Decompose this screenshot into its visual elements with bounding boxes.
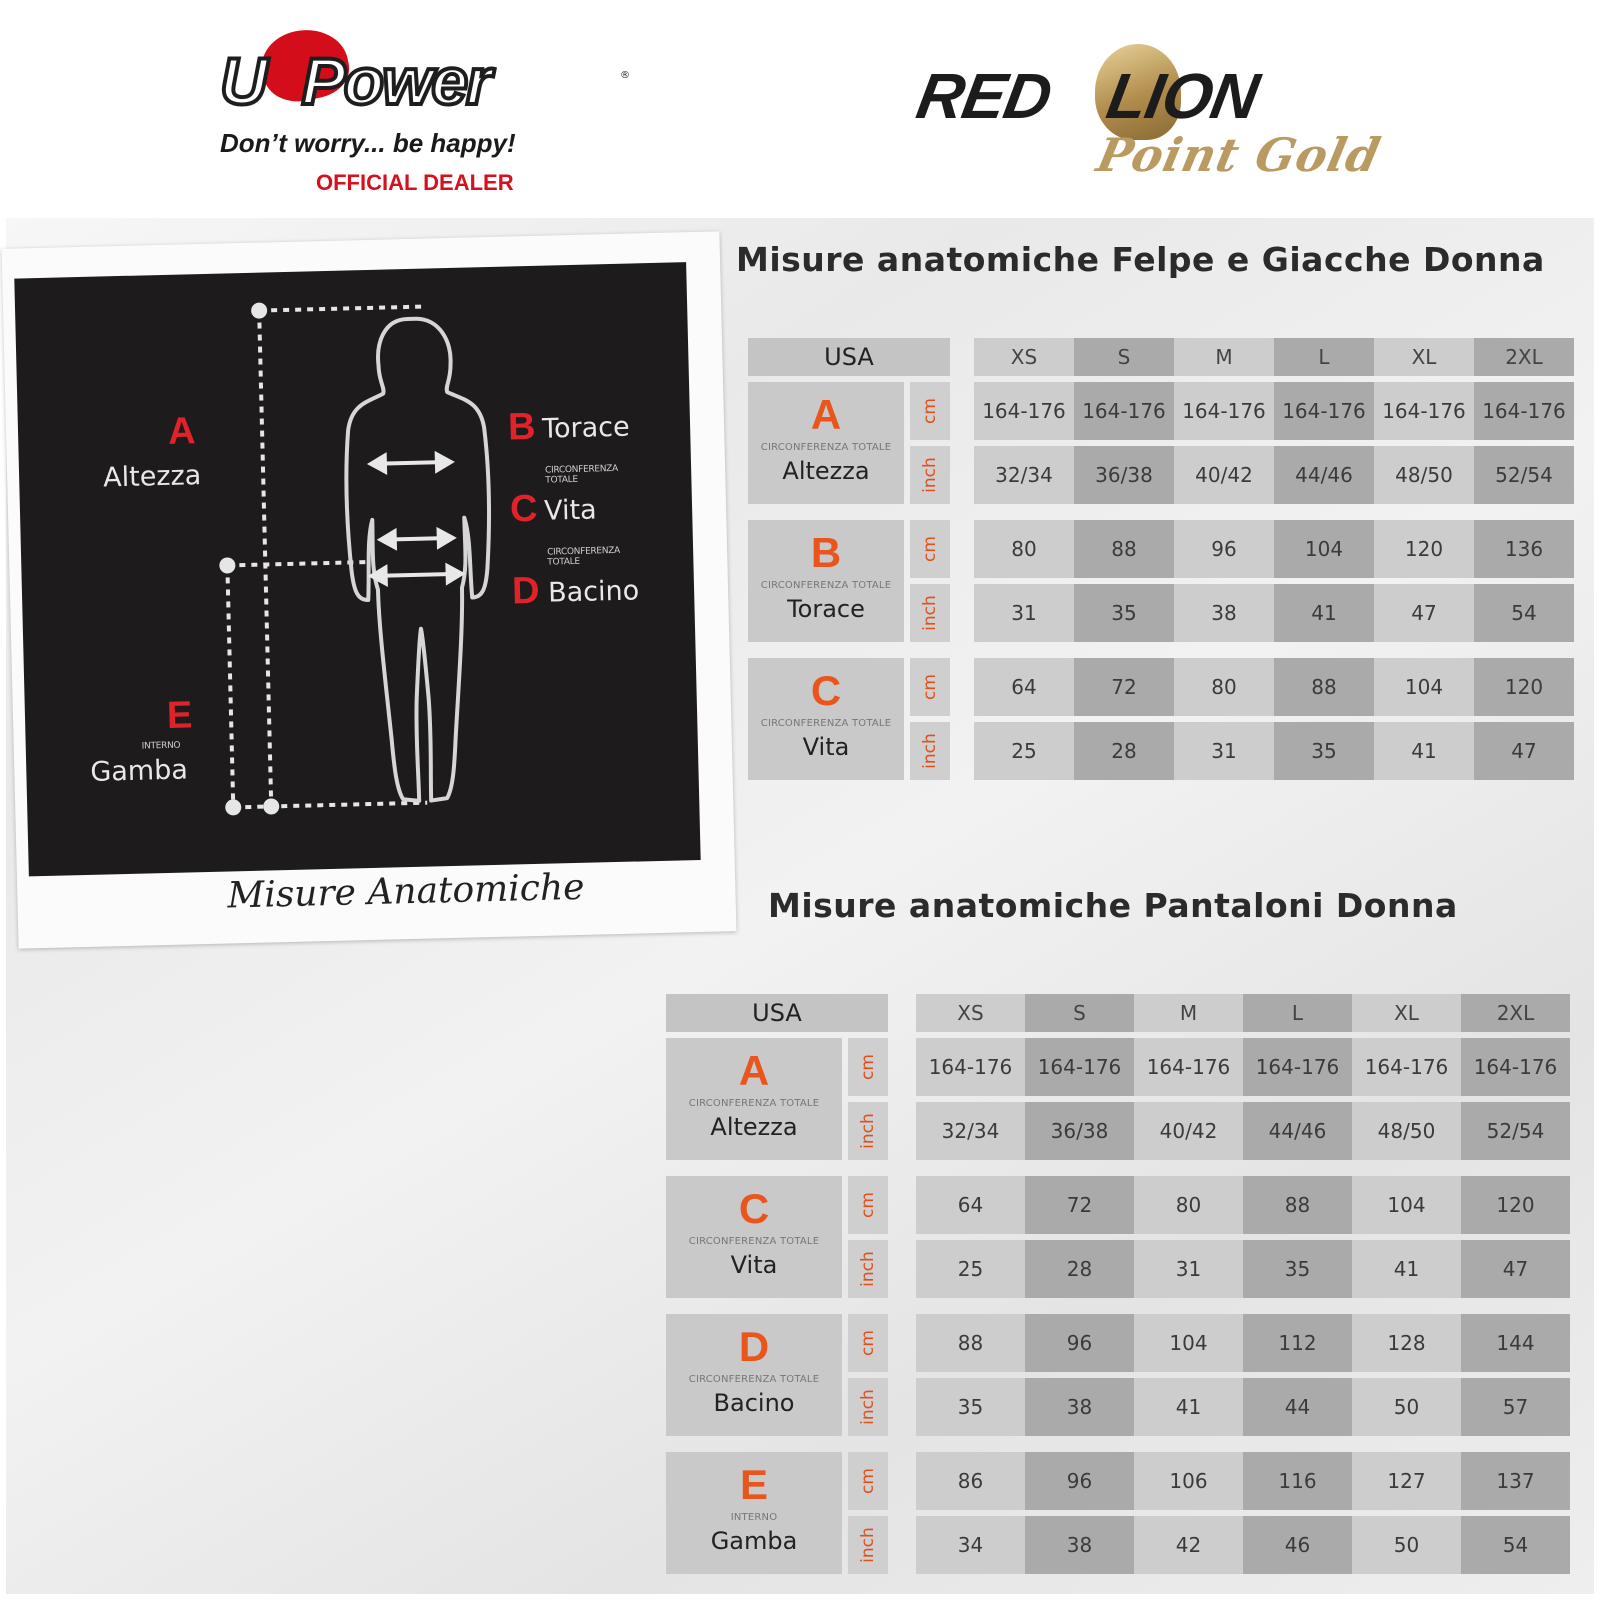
- unit-text: cm: [919, 398, 940, 424]
- table-cell: 164-176: [1374, 382, 1474, 440]
- diagram-background: [14, 262, 700, 876]
- size-header: XL: [1374, 338, 1474, 376]
- table-cell: 44: [1243, 1378, 1352, 1436]
- size-header: L: [1274, 338, 1374, 376]
- unit-label: [848, 1176, 888, 1234]
- table-cell: 137: [1461, 1452, 1570, 1510]
- table1-title: Misure anatomiche Felpe e Giacche Donna: [736, 240, 1545, 279]
- table-cell: 72: [1025, 1176, 1134, 1234]
- size-header: 2XL: [1461, 994, 1570, 1032]
- table-cell: 128: [1352, 1314, 1461, 1372]
- label-c-letter: C: [509, 487, 539, 531]
- table-cell: 72: [1074, 658, 1174, 716]
- table-cell: 35: [1074, 584, 1174, 642]
- measure-label-block: [666, 1038, 842, 1160]
- table-cell: 136: [1474, 520, 1574, 578]
- table-cell: 31: [1134, 1240, 1243, 1298]
- measure-name: Altezza: [710, 1113, 798, 1141]
- size-header: 2XL: [1474, 338, 1574, 376]
- unit-label: [848, 1452, 888, 1510]
- table-cell: 47: [1474, 722, 1574, 780]
- label-e-name: Gamba: [89, 754, 189, 788]
- label-c-name: Vita: [543, 494, 598, 527]
- label-d-letter: D: [511, 569, 541, 613]
- table-cell: 28: [1025, 1240, 1134, 1298]
- table-cell: 48/50: [1374, 446, 1474, 504]
- table-cell: 35: [1274, 722, 1374, 780]
- measure-name: Altezza: [782, 457, 870, 485]
- table-cell: 88: [916, 1314, 1025, 1372]
- measure-label-block: [666, 1176, 842, 1298]
- table-cell: 32/34: [916, 1102, 1025, 1160]
- unit-text: inch: [920, 733, 940, 769]
- table-cell: 47: [1461, 1240, 1570, 1298]
- table-cell: 96: [1025, 1314, 1134, 1372]
- redlion-wordmark: RED LION: [911, 60, 1264, 132]
- registered-mark: ®: [620, 70, 630, 81]
- unit-label: [848, 1314, 888, 1372]
- table-cell: 120: [1474, 658, 1574, 716]
- table-cell: 52/54: [1461, 1102, 1570, 1160]
- table-cell: 120: [1374, 520, 1474, 578]
- table-cell: 64: [916, 1176, 1025, 1234]
- table2-title: Misure anatomiche Pantaloni Donna: [768, 886, 1458, 925]
- measure-letter: C: [810, 667, 842, 714]
- measure-letter: D: [738, 1323, 770, 1370]
- upower-tagline: Don’t worry... be happy!: [220, 128, 516, 158]
- size-header: XS: [916, 994, 1025, 1032]
- size-header: L: [1243, 994, 1352, 1032]
- table-cell: 88: [1074, 520, 1174, 578]
- table-cell: 104: [1352, 1176, 1461, 1234]
- label-d-name: Bacino: [547, 575, 640, 609]
- label-b-letter: B: [507, 405, 537, 449]
- table-cell: 88: [1243, 1176, 1352, 1234]
- table-cell: 50: [1352, 1378, 1461, 1436]
- size-header: S: [1025, 994, 1134, 1032]
- measure-subtitle: CIRCONFERENZA TOTALE: [760, 580, 892, 591]
- table-cell: 64: [974, 658, 1074, 716]
- table-cell: 31: [1174, 722, 1274, 780]
- official-dealer-label: OFFICIAL DEALER: [316, 170, 514, 195]
- table-cell: 38: [1025, 1378, 1134, 1436]
- table-cell: 86: [916, 1452, 1025, 1510]
- table-cell: 35: [1243, 1240, 1352, 1298]
- unit-label: [848, 1240, 888, 1298]
- table-cell: 164-176: [916, 1038, 1025, 1096]
- table-cell: 44/46: [1274, 446, 1374, 504]
- unit-text: cm: [857, 1330, 878, 1356]
- table-cell: 104: [1134, 1314, 1243, 1372]
- upower-wordmark: U Power: [220, 44, 490, 118]
- table-cell: 25: [974, 722, 1074, 780]
- unit-text: cm: [919, 536, 940, 562]
- table-cell: 34: [916, 1516, 1025, 1574]
- table-cell: 164-176: [1243, 1038, 1352, 1096]
- table-cell: 48/50: [1352, 1102, 1461, 1160]
- measure-subtitle: CIRCONFERENZA TOTALE: [688, 1374, 820, 1385]
- table-cell: 44/46: [1243, 1102, 1352, 1160]
- table-cell: 127: [1352, 1452, 1461, 1510]
- unit-label: [910, 722, 950, 780]
- unit-text: inch: [920, 457, 940, 493]
- measure-label-block: [748, 520, 904, 642]
- table-cell: 80: [974, 520, 1074, 578]
- size-header: XL: [1352, 994, 1461, 1032]
- measure-name: Vita: [802, 733, 850, 761]
- table-cell: 41: [1374, 722, 1474, 780]
- unit-label: [910, 520, 950, 578]
- measure-subtitle: INTERNO: [730, 1512, 778, 1523]
- measure-letter: A: [738, 1047, 770, 1094]
- anatomical-diagram-card: [2, 231, 737, 948]
- table-cell: 164-176: [1074, 382, 1174, 440]
- table-cell: 104: [1274, 520, 1374, 578]
- table-cell: 46: [1243, 1516, 1352, 1574]
- unit-label: [848, 1038, 888, 1096]
- diagram-caption: Misure Anatomiche: [226, 866, 585, 917]
- table-cell: 164-176: [974, 382, 1074, 440]
- table-cell: 96: [1025, 1452, 1134, 1510]
- measure-letter: A: [810, 391, 842, 438]
- table-cell: 106: [1134, 1452, 1243, 1510]
- unit-label: [848, 1516, 888, 1574]
- unit-text: cm: [857, 1054, 878, 1080]
- measure-label-block: [666, 1314, 842, 1436]
- label-e-small: INTERNO: [141, 740, 181, 752]
- table-cell: 120: [1461, 1176, 1570, 1234]
- unit-label: [848, 1102, 888, 1160]
- measure-subtitle: CIRCONFERENZA TOTALE: [760, 718, 892, 729]
- table-cell: 31: [974, 584, 1074, 642]
- table-cell: 52/54: [1474, 446, 1574, 504]
- label-a-name: Altezza: [102, 460, 202, 494]
- measure-label-block: [666, 1452, 842, 1574]
- table-cell: 36/38: [1074, 446, 1174, 504]
- table-cell: 80: [1134, 1176, 1243, 1234]
- table-cell: 164-176: [1474, 382, 1574, 440]
- table-cell: 38: [1025, 1516, 1134, 1574]
- unit-label: [848, 1378, 888, 1436]
- table-cell: 164-176: [1134, 1038, 1243, 1096]
- unit-text: inch: [920, 595, 940, 631]
- measure-name: Bacino: [713, 1389, 795, 1417]
- table-cell: 50: [1352, 1516, 1461, 1574]
- unit-label: [910, 382, 950, 440]
- unit-text: inch: [858, 1527, 878, 1563]
- unit-label: [910, 658, 950, 716]
- table-cell: 104: [1374, 658, 1474, 716]
- table-cell: 41: [1274, 584, 1374, 642]
- table-cell: 112: [1243, 1314, 1352, 1372]
- table-cell: 164-176: [1174, 382, 1274, 440]
- unit-text: inch: [858, 1389, 878, 1425]
- size-header: S: [1074, 338, 1174, 376]
- size-header: M: [1174, 338, 1274, 376]
- unit-text: cm: [857, 1468, 878, 1494]
- table-cell: 42: [1134, 1516, 1243, 1574]
- measure-label-block: [748, 382, 904, 504]
- unit-label: [910, 584, 950, 642]
- size-header: M: [1134, 994, 1243, 1032]
- unit-text: inch: [858, 1113, 878, 1149]
- table-cell: 41: [1352, 1240, 1461, 1298]
- table-cell: 35: [916, 1378, 1025, 1436]
- label-c-small: CIRCONFERENZA TOTALE: [545, 463, 619, 486]
- table-cell: 164-176: [1274, 382, 1374, 440]
- table-cell: 40/42: [1174, 446, 1274, 504]
- label-e-letter: E: [166, 694, 193, 737]
- table-cell: 54: [1461, 1516, 1570, 1574]
- measure-letter: E: [739, 1461, 768, 1508]
- table-cell: 54: [1474, 584, 1574, 642]
- measure-subtitle: CIRCONFERENZA TOTALE: [688, 1236, 820, 1247]
- measure-subtitle: CIRCONFERENZA TOTALE: [760, 442, 892, 453]
- label-b-name: Torace: [541, 411, 631, 445]
- table-cell: 116: [1243, 1452, 1352, 1510]
- table-cell: 41: [1134, 1378, 1243, 1436]
- measure-label-block: [748, 658, 904, 780]
- usa-header: USA: [666, 994, 888, 1032]
- label-d-small: CIRCONFERENZA TOTALE: [547, 545, 621, 568]
- label-a-letter: A: [167, 410, 197, 453]
- measure-subtitle: CIRCONFERENZA TOTALE: [688, 1098, 820, 1109]
- unit-text: cm: [857, 1192, 878, 1218]
- unit-label: [910, 446, 950, 504]
- measure-name: Torace: [787, 595, 865, 623]
- usa-header: USA: [748, 338, 950, 376]
- unit-text: inch: [858, 1251, 878, 1287]
- table-cell: 38: [1174, 584, 1274, 642]
- table-cell: 164-176: [1025, 1038, 1134, 1096]
- redlion-point-gold: Point Gold: [1092, 128, 1386, 182]
- table-cell: 164-176: [1352, 1038, 1461, 1096]
- table-cell: 96: [1174, 520, 1274, 578]
- measure-letter: C: [738, 1185, 770, 1232]
- table-cell: 25: [916, 1240, 1025, 1298]
- table-cell: 40/42: [1134, 1102, 1243, 1160]
- table-cell: 57: [1461, 1378, 1570, 1436]
- unit-text: cm: [919, 674, 940, 700]
- size-header: XS: [974, 338, 1074, 376]
- table-cell: 32/34: [974, 446, 1074, 504]
- measure-letter: B: [810, 529, 842, 576]
- table-cell: 36/38: [1025, 1102, 1134, 1160]
- table-cell: 144: [1461, 1314, 1570, 1372]
- measure-name: Vita: [730, 1251, 778, 1279]
- measure-name: Gamba: [710, 1527, 798, 1555]
- table-cell: 164-176: [1461, 1038, 1570, 1096]
- table-cell: 88: [1274, 658, 1374, 716]
- table-cell: 80: [1174, 658, 1274, 716]
- table-cell: 28: [1074, 722, 1174, 780]
- table-cell: 47: [1374, 584, 1474, 642]
